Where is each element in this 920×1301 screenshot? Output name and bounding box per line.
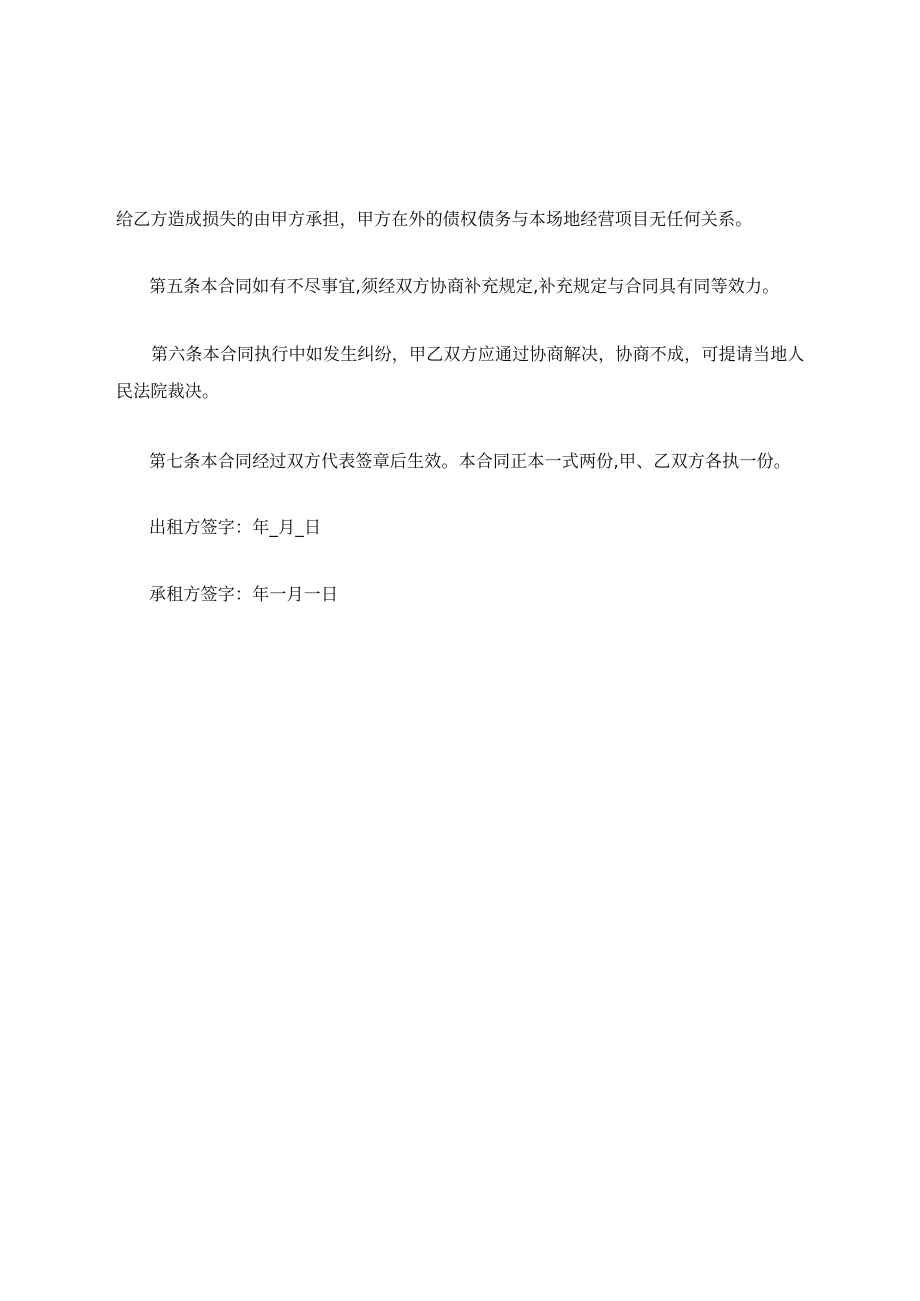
contract-article-6-line-2: 民法院裁决。 [116,382,220,402]
contract-article-7: 第七条本合同经过双方代表签章后生效。本合同正本一式两份,甲、乙双方各执一份。 [149,452,792,472]
lessor-signature-line: 出租方签字：年_月_日 [149,518,322,538]
contract-paragraph-liability: 给乙方造成损失的由甲方承担，甲方在外的债权债务与本场地经营项目无任何关系。 [116,210,753,230]
lessee-signature-line: 承租方签字：年一月一日 [149,585,339,605]
contract-article-6-line-1: 第六条本合同执行中如发生纠纷，甲乙双方应通过协商解决，协商不成，可提请当地人 [151,345,805,365]
contract-article-5: 第五条本合同如有不尽事宜,须经双方协商补充规定,补充规定与合同具有同等效力。 [149,277,780,297]
